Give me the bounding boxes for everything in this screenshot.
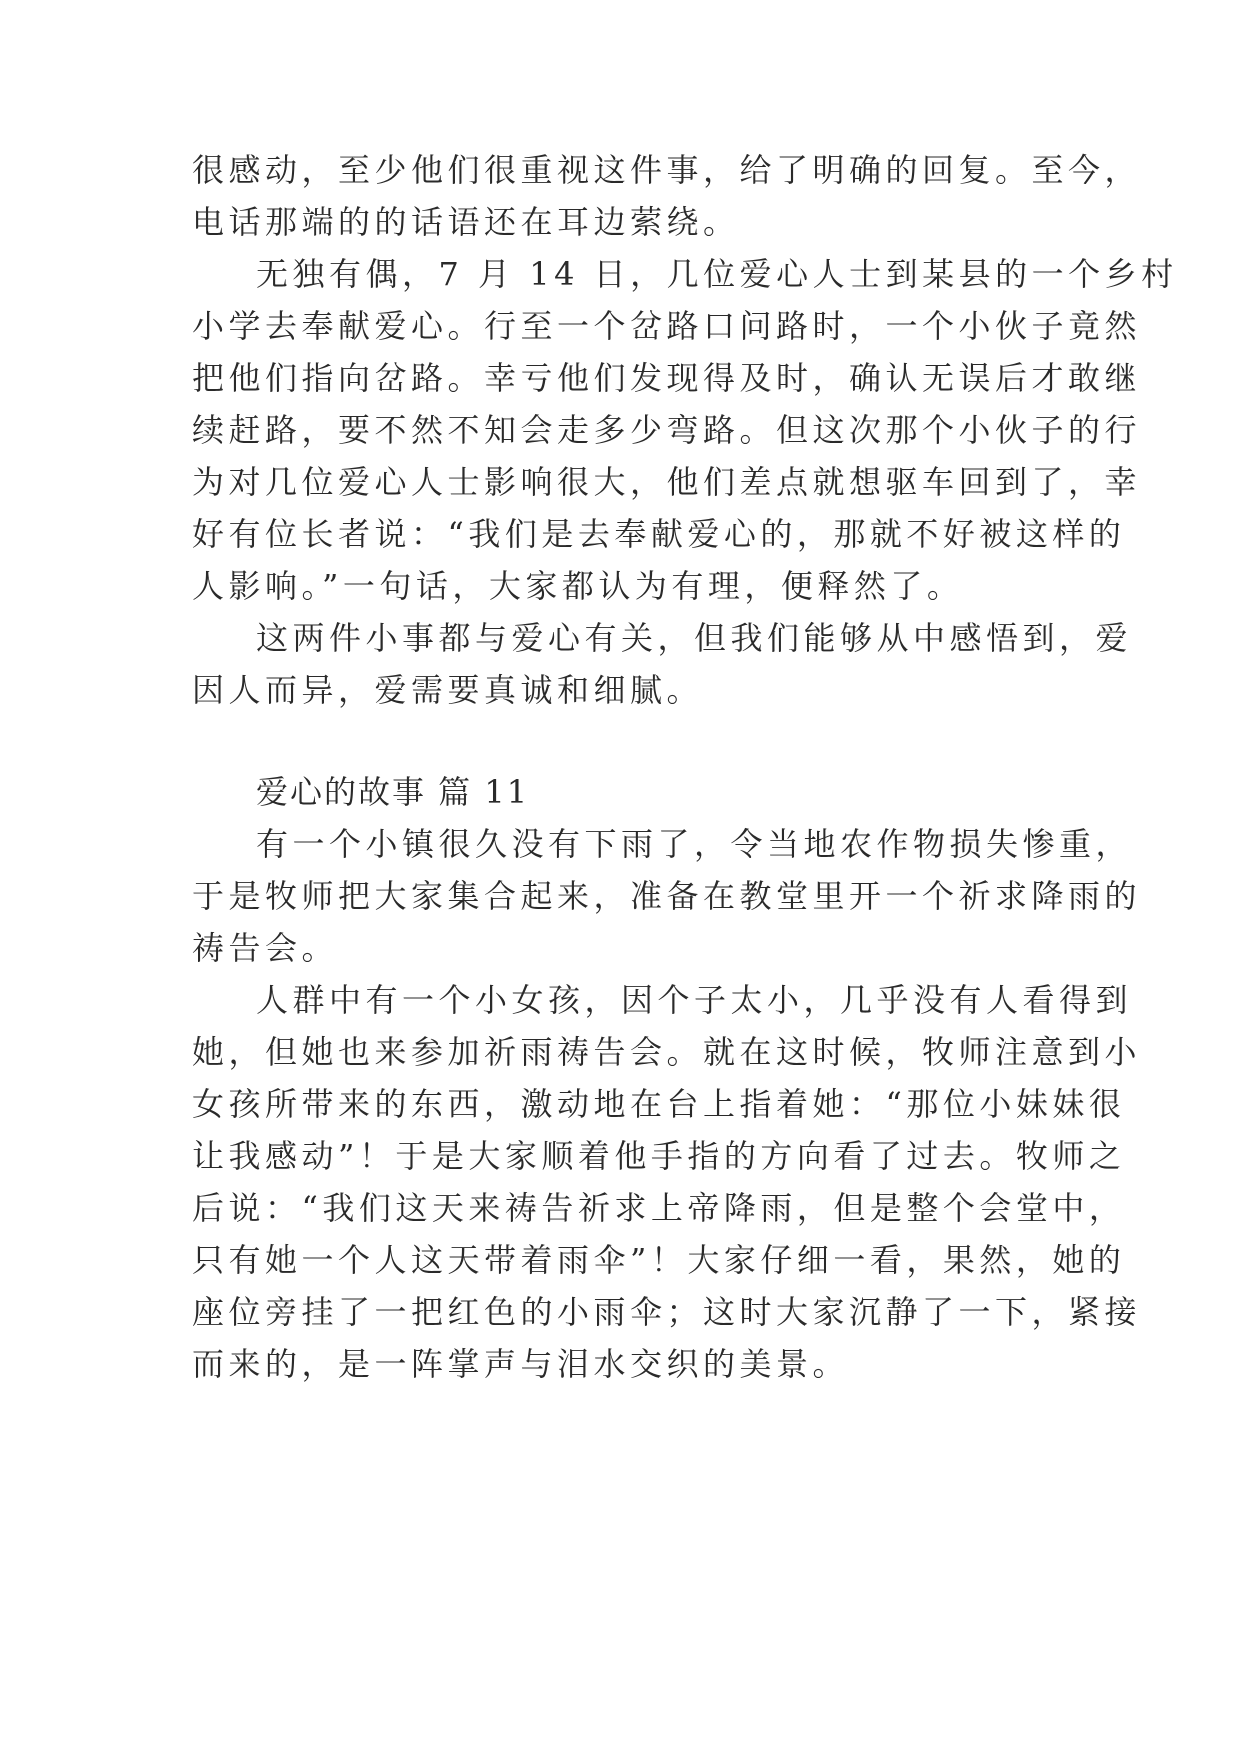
paragraph-line: 后说：“我们这天来祷告祈求上帝降雨，但是整个会堂中， — [192, 1189, 1126, 1227]
paragraph-line: 只有她一个人这天带着雨伞”！大家仔细一看，果然，她的 — [192, 1241, 1126, 1279]
paragraph-line: 电话那端的的话语还在耳边萦绕。 — [192, 203, 740, 241]
paragraph-line: 而来的，是一阵掌声与泪水交织的美景。 — [192, 1345, 850, 1383]
paragraph-line: 人影响。”一句话，大家都认为有理，便释然了。 — [192, 567, 964, 605]
paragraph-line: 有一个小镇很久没有下雨了，令当地农作物损失惨重， — [256, 825, 1133, 863]
paragraph-line: 让我感动”！于是大家顺着他手指的方向看了过去。牧师之 — [192, 1137, 1126, 1175]
paragraph-line: 续赶路，要不然不知会走多少弯路。但这次那个小伙子的行 — [192, 411, 1142, 449]
paragraph-line: 祷告会。 — [192, 929, 339, 967]
paragraph-line: 无独有偶，7 月 14 日，几位爱心人士到某县的一个乡村 — [256, 255, 1178, 293]
paragraph-line: 把他们指向岔路。幸亏他们发现得及时，确认无误后才敢继 — [192, 359, 1142, 397]
paragraph-line: 女孩所带来的东西，激动地在台上指着她：“那位小妹妹很 — [192, 1085, 1126, 1123]
paragraph-line: 她，但她也来参加祈雨祷告会。就在这时候，牧师注意到小 — [192, 1033, 1142, 1071]
paragraph-line: 人群中有一个小女孩，因个子太小，几乎没有人看得到 — [256, 981, 1133, 1019]
paragraph-line: 这两件小事都与爱心有关，但我们能够从中感悟到，爱 — [256, 619, 1133, 657]
paragraph-line: 座位旁挂了一把红色的小雨伞；这时大家沉静了一下，紧接 — [192, 1293, 1142, 1331]
paragraph-line: 为对几位爱心人士影响很大，他们差点就想驱车回到了，幸 — [192, 463, 1142, 501]
paragraph-line: 于是牧师把大家集合起来，准备在教堂里开一个祈求降雨的 — [192, 877, 1142, 915]
paragraph-line: 很感动，至少他们很重视这件事，给了明确的回复。至今， — [192, 151, 1142, 189]
paragraph-line: 因人而异，爱需要真诚和细腻。 — [192, 671, 704, 709]
section-heading: 爱心的故事 篇 11 — [256, 773, 530, 811]
paragraph-line: 好有位长者说：“我们是去奉献爱心的，那就不好被这样的 — [192, 515, 1126, 553]
paragraph-line: 小学去奉献爱心。行至一个岔路口问路时，一个小伙子竟然 — [192, 307, 1142, 345]
